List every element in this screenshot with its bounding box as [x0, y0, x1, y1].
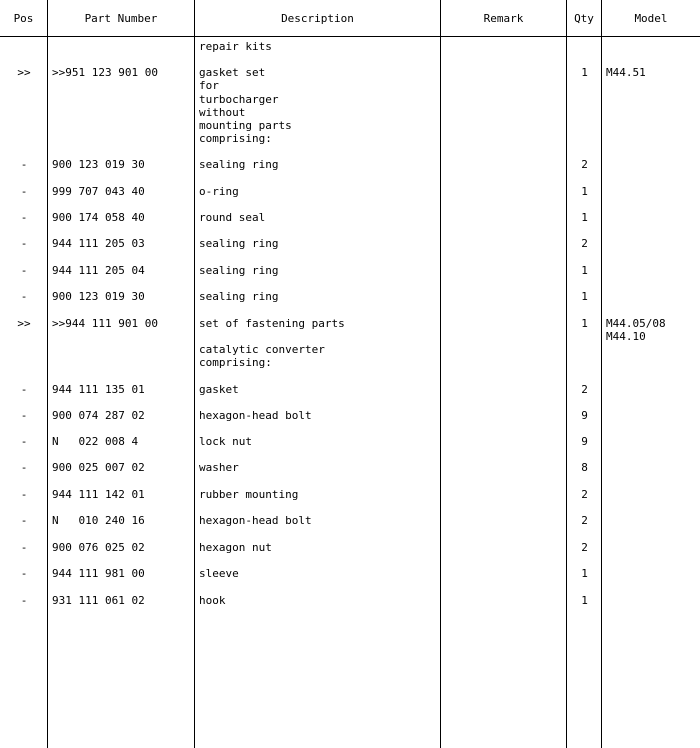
- description-cell: hexagon-head bolt: [199, 409, 312, 422]
- pos-cell: -: [20, 461, 28, 474]
- column-divider: [194, 0, 195, 748]
- qty-cell: 2: [581, 488, 588, 501]
- description-cell: set of fastening parts: [199, 317, 345, 330]
- description-cell: sealing ring: [199, 290, 279, 303]
- pos-cell: -: [20, 567, 28, 580]
- pos-cell: -: [20, 488, 28, 501]
- description-cell: rubber mounting: [199, 488, 299, 501]
- description-cell: hook: [199, 594, 226, 607]
- pos-cell: >>: [17, 66, 31, 79]
- qty-cell: 2: [581, 541, 588, 554]
- description-cell: hexagon nut: [199, 541, 272, 554]
- pos-cell: -: [20, 237, 28, 250]
- qty-cell: 1: [581, 66, 588, 79]
- header-model: Model: [634, 12, 668, 25]
- model-cell: M44.05/08 M44.10: [606, 317, 666, 344]
- pos-cell: -: [20, 594, 28, 607]
- part-number-cell: 944 111 142 01: [52, 488, 145, 501]
- description-cell: lock nut: [199, 435, 252, 448]
- part-number-cell: N 022 008 4: [52, 435, 139, 448]
- pos-cell: >>: [17, 317, 31, 330]
- description-cell: sleeve: [199, 567, 239, 580]
- qty-cell: 1: [581, 264, 588, 277]
- qty-cell: 2: [581, 383, 588, 396]
- qty-cell: 2: [581, 514, 588, 527]
- description-cell: sealing ring: [199, 264, 279, 277]
- description-cell: o-ring: [199, 185, 239, 198]
- part-number-cell: 944 111 205 04: [52, 264, 145, 277]
- pos-cell: -: [20, 290, 28, 303]
- qty-cell: 1: [581, 567, 588, 580]
- pos-cell: -: [20, 541, 28, 554]
- pos-cell: -: [20, 409, 28, 422]
- part-number-cell: 900 174 058 40: [52, 211, 145, 224]
- qty-cell: 1: [581, 211, 588, 224]
- column-divider: [601, 0, 602, 748]
- description-cell: sealing ring: [199, 158, 279, 171]
- header-description: Description: [281, 12, 354, 25]
- column-divider: [566, 0, 567, 748]
- description-cell: round seal: [199, 211, 266, 224]
- part-number-cell: 900 025 007 02: [52, 461, 145, 474]
- description-cell: gasket set for turbocharger without mounting parts comprising:: [199, 66, 292, 146]
- header-part-number: Part Number: [84, 12, 158, 25]
- description-cell: repair kits: [199, 40, 272, 53]
- qty-cell: 9: [581, 409, 588, 422]
- part-number-cell: 944 111 205 03: [52, 237, 145, 250]
- description-cell: hexagon-head bolt: [199, 514, 312, 527]
- qty-cell: 9: [581, 435, 588, 448]
- description-cell: sealing ring: [199, 237, 279, 250]
- column-divider: [47, 0, 48, 748]
- pos-cell: -: [20, 264, 28, 277]
- pos-cell: -: [20, 158, 28, 171]
- part-number-cell: 900 074 287 02: [52, 409, 145, 422]
- pos-cell: -: [20, 514, 28, 527]
- header-remark: Remark: [483, 12, 524, 25]
- qty-cell: 1: [581, 185, 588, 198]
- part-number-cell: >>944 111 901 00: [52, 317, 158, 330]
- description-cell: washer: [199, 461, 239, 474]
- header-pos: Pos: [13, 12, 34, 25]
- header-divider: [0, 36, 700, 37]
- qty-cell: 2: [581, 237, 588, 250]
- pos-cell: -: [20, 211, 28, 224]
- qty-cell: 8: [581, 461, 588, 474]
- part-number-cell: 944 111 981 00: [52, 567, 145, 580]
- part-number-cell: 900 123 019 30: [52, 290, 145, 303]
- pos-cell: -: [20, 383, 28, 396]
- part-number-cell: >>951 123 901 00: [52, 66, 158, 79]
- pos-cell: -: [20, 185, 28, 198]
- part-number-cell: 999 707 043 40: [52, 185, 145, 198]
- description-cell: catalytic converter comprising:: [199, 343, 325, 370]
- model-cell: M44.51: [606, 66, 646, 79]
- description-cell: gasket: [199, 383, 239, 396]
- part-number-cell: 900 123 019 30: [52, 158, 145, 171]
- part-number-cell: 944 111 135 01: [52, 383, 145, 396]
- column-divider: [440, 0, 441, 748]
- qty-cell: 1: [581, 290, 588, 303]
- part-number-cell: 900 076 025 02: [52, 541, 145, 554]
- qty-cell: 1: [581, 594, 588, 607]
- part-number-cell: 931 111 061 02: [52, 594, 145, 607]
- header-qty: Qty: [574, 12, 594, 25]
- pos-cell: -: [20, 435, 28, 448]
- qty-cell: 1: [581, 317, 588, 330]
- qty-cell: 2: [581, 158, 588, 171]
- part-number-cell: N 010 240 16: [52, 514, 145, 527]
